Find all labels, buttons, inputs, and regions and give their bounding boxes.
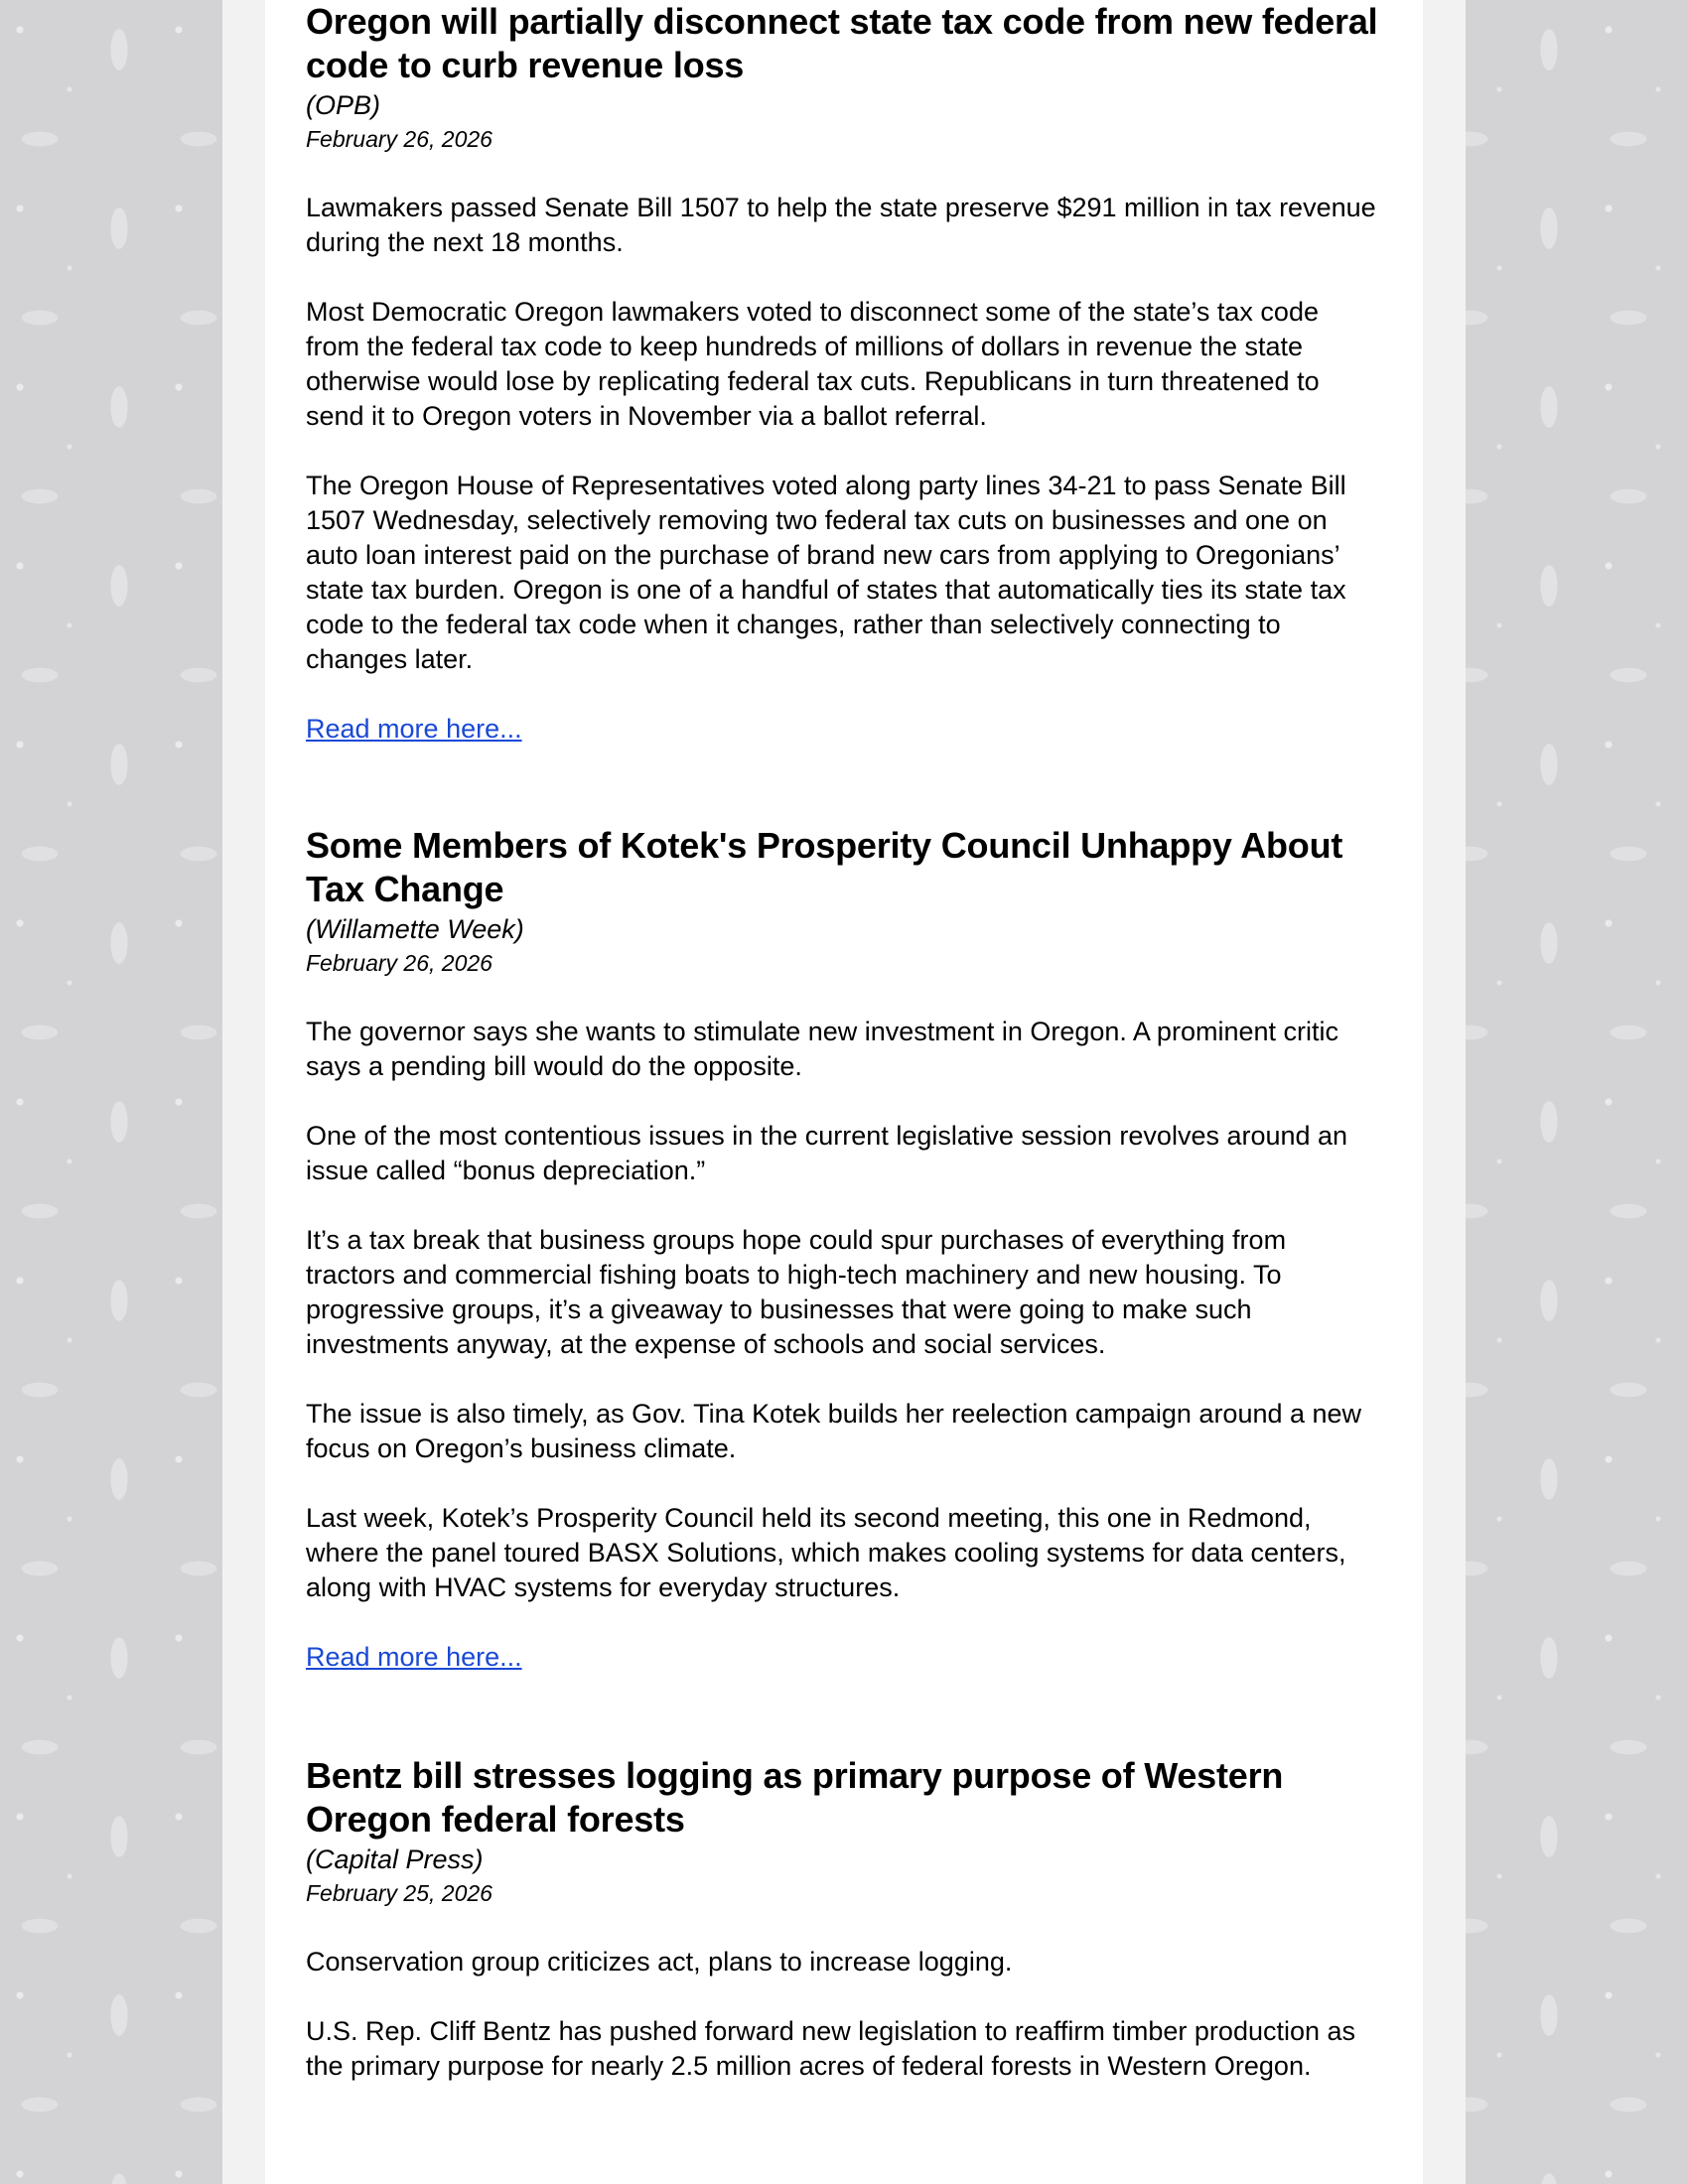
article-date: February 26, 2026 xyxy=(306,950,492,976)
article-date: February 25, 2026 xyxy=(306,1880,492,1906)
article-paragraph: The Oregon House of Representatives voted along party lines 34-21 to pass Senate Bill 1507 Wednesday, selectively removing two federal tax cuts on businesses and one on auto loan interest paid on the purchase of brand new cars from applying to Oregonians’ state tax burden. Oregon is one of a handful of states that automatically ties its state tax code to the federal tax code when it changes, rather than selectively connecting to changes later. xyxy=(306,471,1346,674)
article-date: February 26, 2026 xyxy=(306,126,492,152)
article-source: (OPB) xyxy=(306,90,381,120)
newsletter-panel xyxy=(265,0,1423,2184)
article-paragraph: Most Democratic Oregon lawmakers voted to disconnect some of the state’s tax code from the federal tax code to keep hundreds of millions of dollars in revenue the state otherwise would lose by replicating federal tax cuts. Republicans in turn threatened to send it to Oregon voters in November via a ballot referral. xyxy=(306,297,1320,431)
article-paragraph: Conservation group criticizes act, plans to increase logging. xyxy=(306,1947,1013,1977)
article-paragraph: The governor says she wants to stimulate new investment in Oregon. A prominent critic says a pending bill would do the opposite. xyxy=(306,1017,1338,1081)
article-capital-press xyxy=(306,1754,1378,2084)
article-headline: Bentz bill stresses logging as primary purpose of Western Oregon federal forests xyxy=(306,1755,1284,1840)
article-paragraph: It’s a tax break that business groups hope could spur purchases of everything from tractors and commercial fishing boats to high-tech machinery and new housing. To progressive groups, it’s a giveaway to businesses that were going to make such investments anyway, at the expense of schools and social services. xyxy=(306,1225,1287,1359)
article-source: (Willamette Week) xyxy=(306,914,524,944)
article-paragraph: The issue is also timely, as Gov. Tina Kotek builds her reelection campaign around a new focus on Oregon’s business climate. xyxy=(306,1399,1362,1463)
article-paragraph: One of the most contentious issues in the current legislative session revolves around an issue called “bonus depreciation.” xyxy=(306,1121,1348,1185)
article-paragraph: Lawmakers passed Senate Bill 1507 to help the state preserve $291 million in tax revenue during the next 18 months. xyxy=(306,193,1376,257)
article-willamette-week xyxy=(306,824,1378,1675)
article-opb xyxy=(306,0,1378,747)
read-more-link[interactable]: Read more here... xyxy=(306,1642,522,1672)
article-paragraph: U.S. Rep. Cliff Bentz has pushed forward new legislation to reaffirm timber production as the primary purpose for nearly 2.5 million acres of federal forests in Western Oregon. xyxy=(306,2016,1356,2081)
article-headline: Oregon will partially disconnect state tax code from new federal code to curb revenue loss xyxy=(306,1,1378,85)
article-source: (Capital Press) xyxy=(306,1844,484,1874)
read-more-link[interactable]: Read more here... xyxy=(306,714,522,744)
article-paragraph: Last week, Kotek’s Prosperity Council held its second meeting, this one in Redmond, where the panel toured BASX Solutions, which makes cooling systems for data centers, along with HVAC systems for everyday structures. xyxy=(306,1503,1346,1602)
article-headline: Some Members of Kotek's Prosperity Council Unhappy About Tax Change xyxy=(306,825,1343,909)
